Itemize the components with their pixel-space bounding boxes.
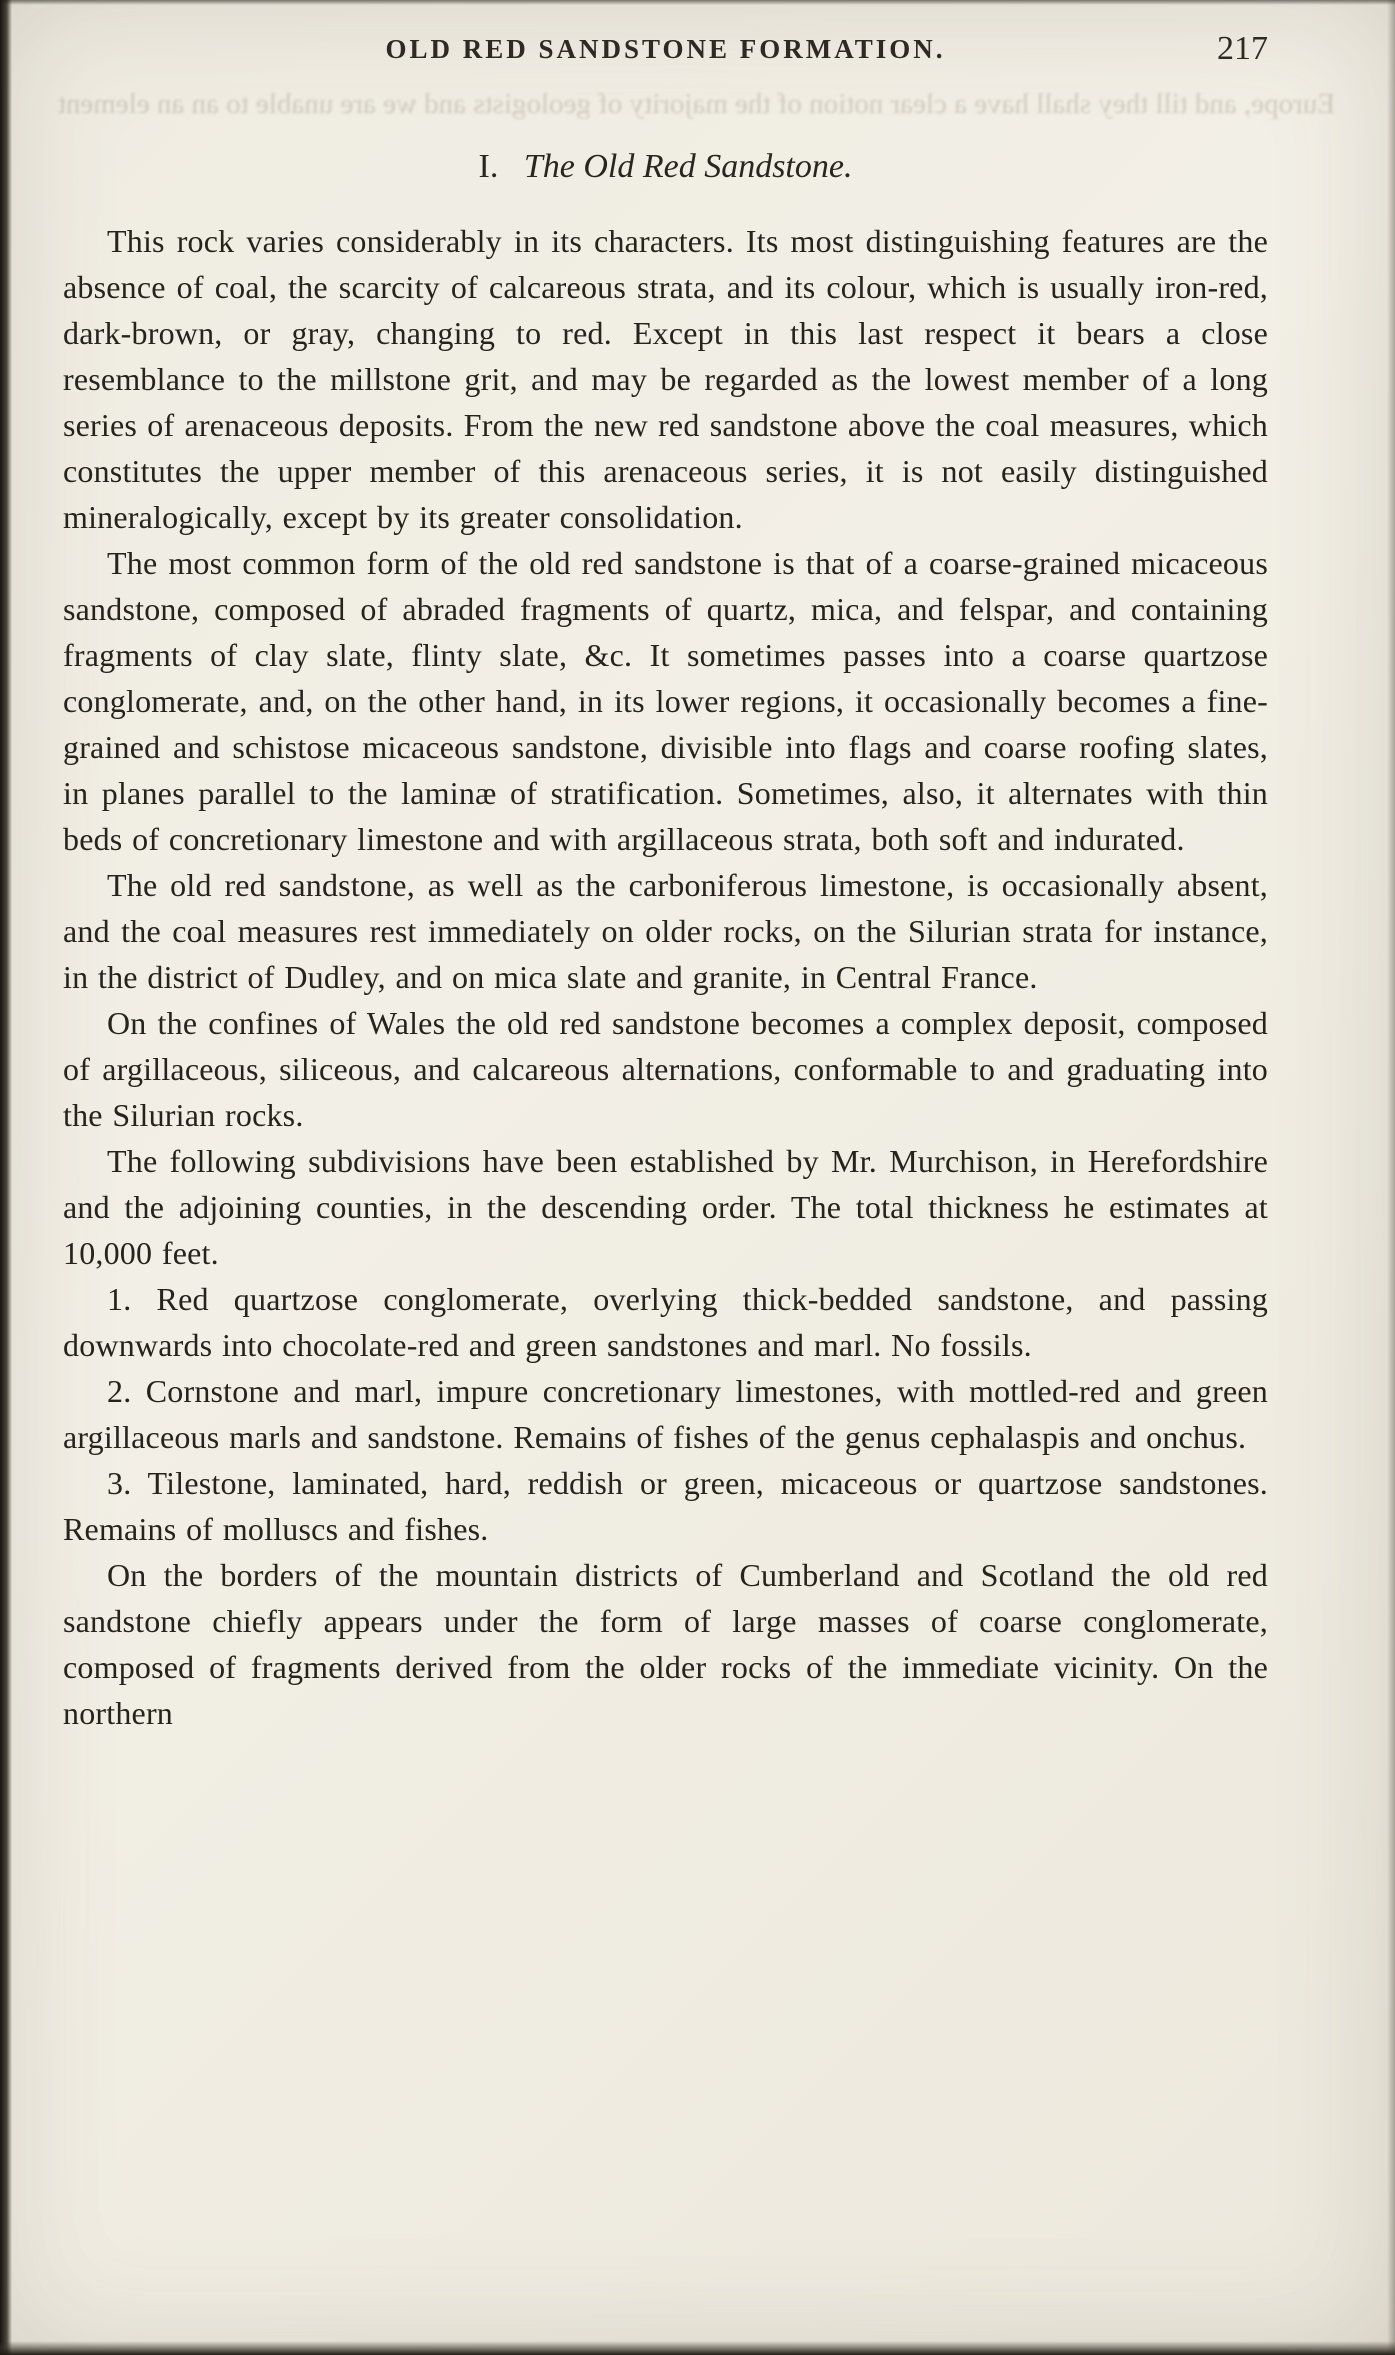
page-header (63, 30, 1268, 74)
body-text (63, 218, 1268, 1736)
scan-edge-bottom (0, 2341, 1395, 2355)
paragraph: On the borders of the mountain districts of Cumberland and Scotland the old red sandstone chiefly appears under the form of large masses of coarse conglomerate, composed of fragments derived from the older rocks of the immediate vicinity. On the northern (63, 1557, 1268, 1731)
paragraph: This rock varies considerably in its characters. Its most distinguishing features are the absence of coal, the scarcity of calcareous strata, and its colour, which is usually iron-red, dark-brown, or gray, changing to red. Except in this last respect it bears a close resemblance to the millstone grit, and may be regarded as the lowest member of a long series of arenaceous deposits. From the new red sandstone above the coal measures, which constitutes the upper member of this arenaceous series, it is not easily distinguished mineralogically, except by its greater consolidation. (63, 223, 1268, 535)
paragraph: The old red sandstone, as well as the carboniferous limestone, is occasionally absent, and the coal measures rest immediately on older rocks, on the Silurian strata for instance, in the district of Dudley, and on mica slate and granite, in Central France. (63, 867, 1268, 995)
paragraph: The following subdivisions have been established by Mr. Murchison, in Herefordshire and the adjoining counties, in the descending order. The total thickness he estimates at 10,000 feet. (63, 1143, 1268, 1271)
page-number: 217 (1217, 30, 1268, 67)
paragraph: 3. Tilestone, laminated, hard, reddish or green, micaceous or quartzose sandstones. Remains of molluscs and fishes. (63, 1465, 1268, 1547)
scan-edge-top (0, 0, 1395, 5)
paragraph: 2. Cornstone and marl, impure concretionary limestones, with mottled-red and green argillaceous marls and sandstone. Remains of fishes of the genus cephalaspis and onchus. (63, 1373, 1268, 1455)
section-heading (63, 148, 1268, 186)
paragraph: The most common form of the old red sandstone is that of a coarse-grained micaceous sandstone, composed of abraded fragments of quartz, mica, and felspar, and containing fragments of clay slate, flinty slate, &c. It sometimes passes into a coarse quartzose conglomerate, and, on the other hand, in its lower regions, it occasionally becomes a fine-grained and schistose micaceous sandstone, divisible into flags and coarse roofing slates, in planes parallel to the laminæ of stratification. Sometimes, also, it alternates with thin beds of concretionary limestone and with argillaceous strata, both soft and indurated. (63, 545, 1268, 857)
running-title: OLD RED SANDSTONE FORMATION. (385, 34, 946, 64)
paragraph: On the confines of Wales the old red sandstone becomes a complex deposit, composed of argillaceous, siliceous, and calcareous alternations, conformable to and graduating into the Silurian rocks. (63, 1005, 1268, 1133)
scan-edge-left (0, 0, 12, 2355)
section-title: The Old Red Sandstone. (523, 148, 853, 185)
bleedthrough-text: Europe, and till they shall have a clear notion of the majority of geologists and we are unable to an an element (57, 88, 1335, 120)
scan-edge-right (1387, 0, 1395, 2355)
section-number: I. (478, 148, 499, 185)
paragraph: 1. Red quartzose conglomerate, overlying thick-bedded sandstone, and passing downwards into chocolate-red and green sandstones and marl. No fossils. (63, 1281, 1268, 1363)
